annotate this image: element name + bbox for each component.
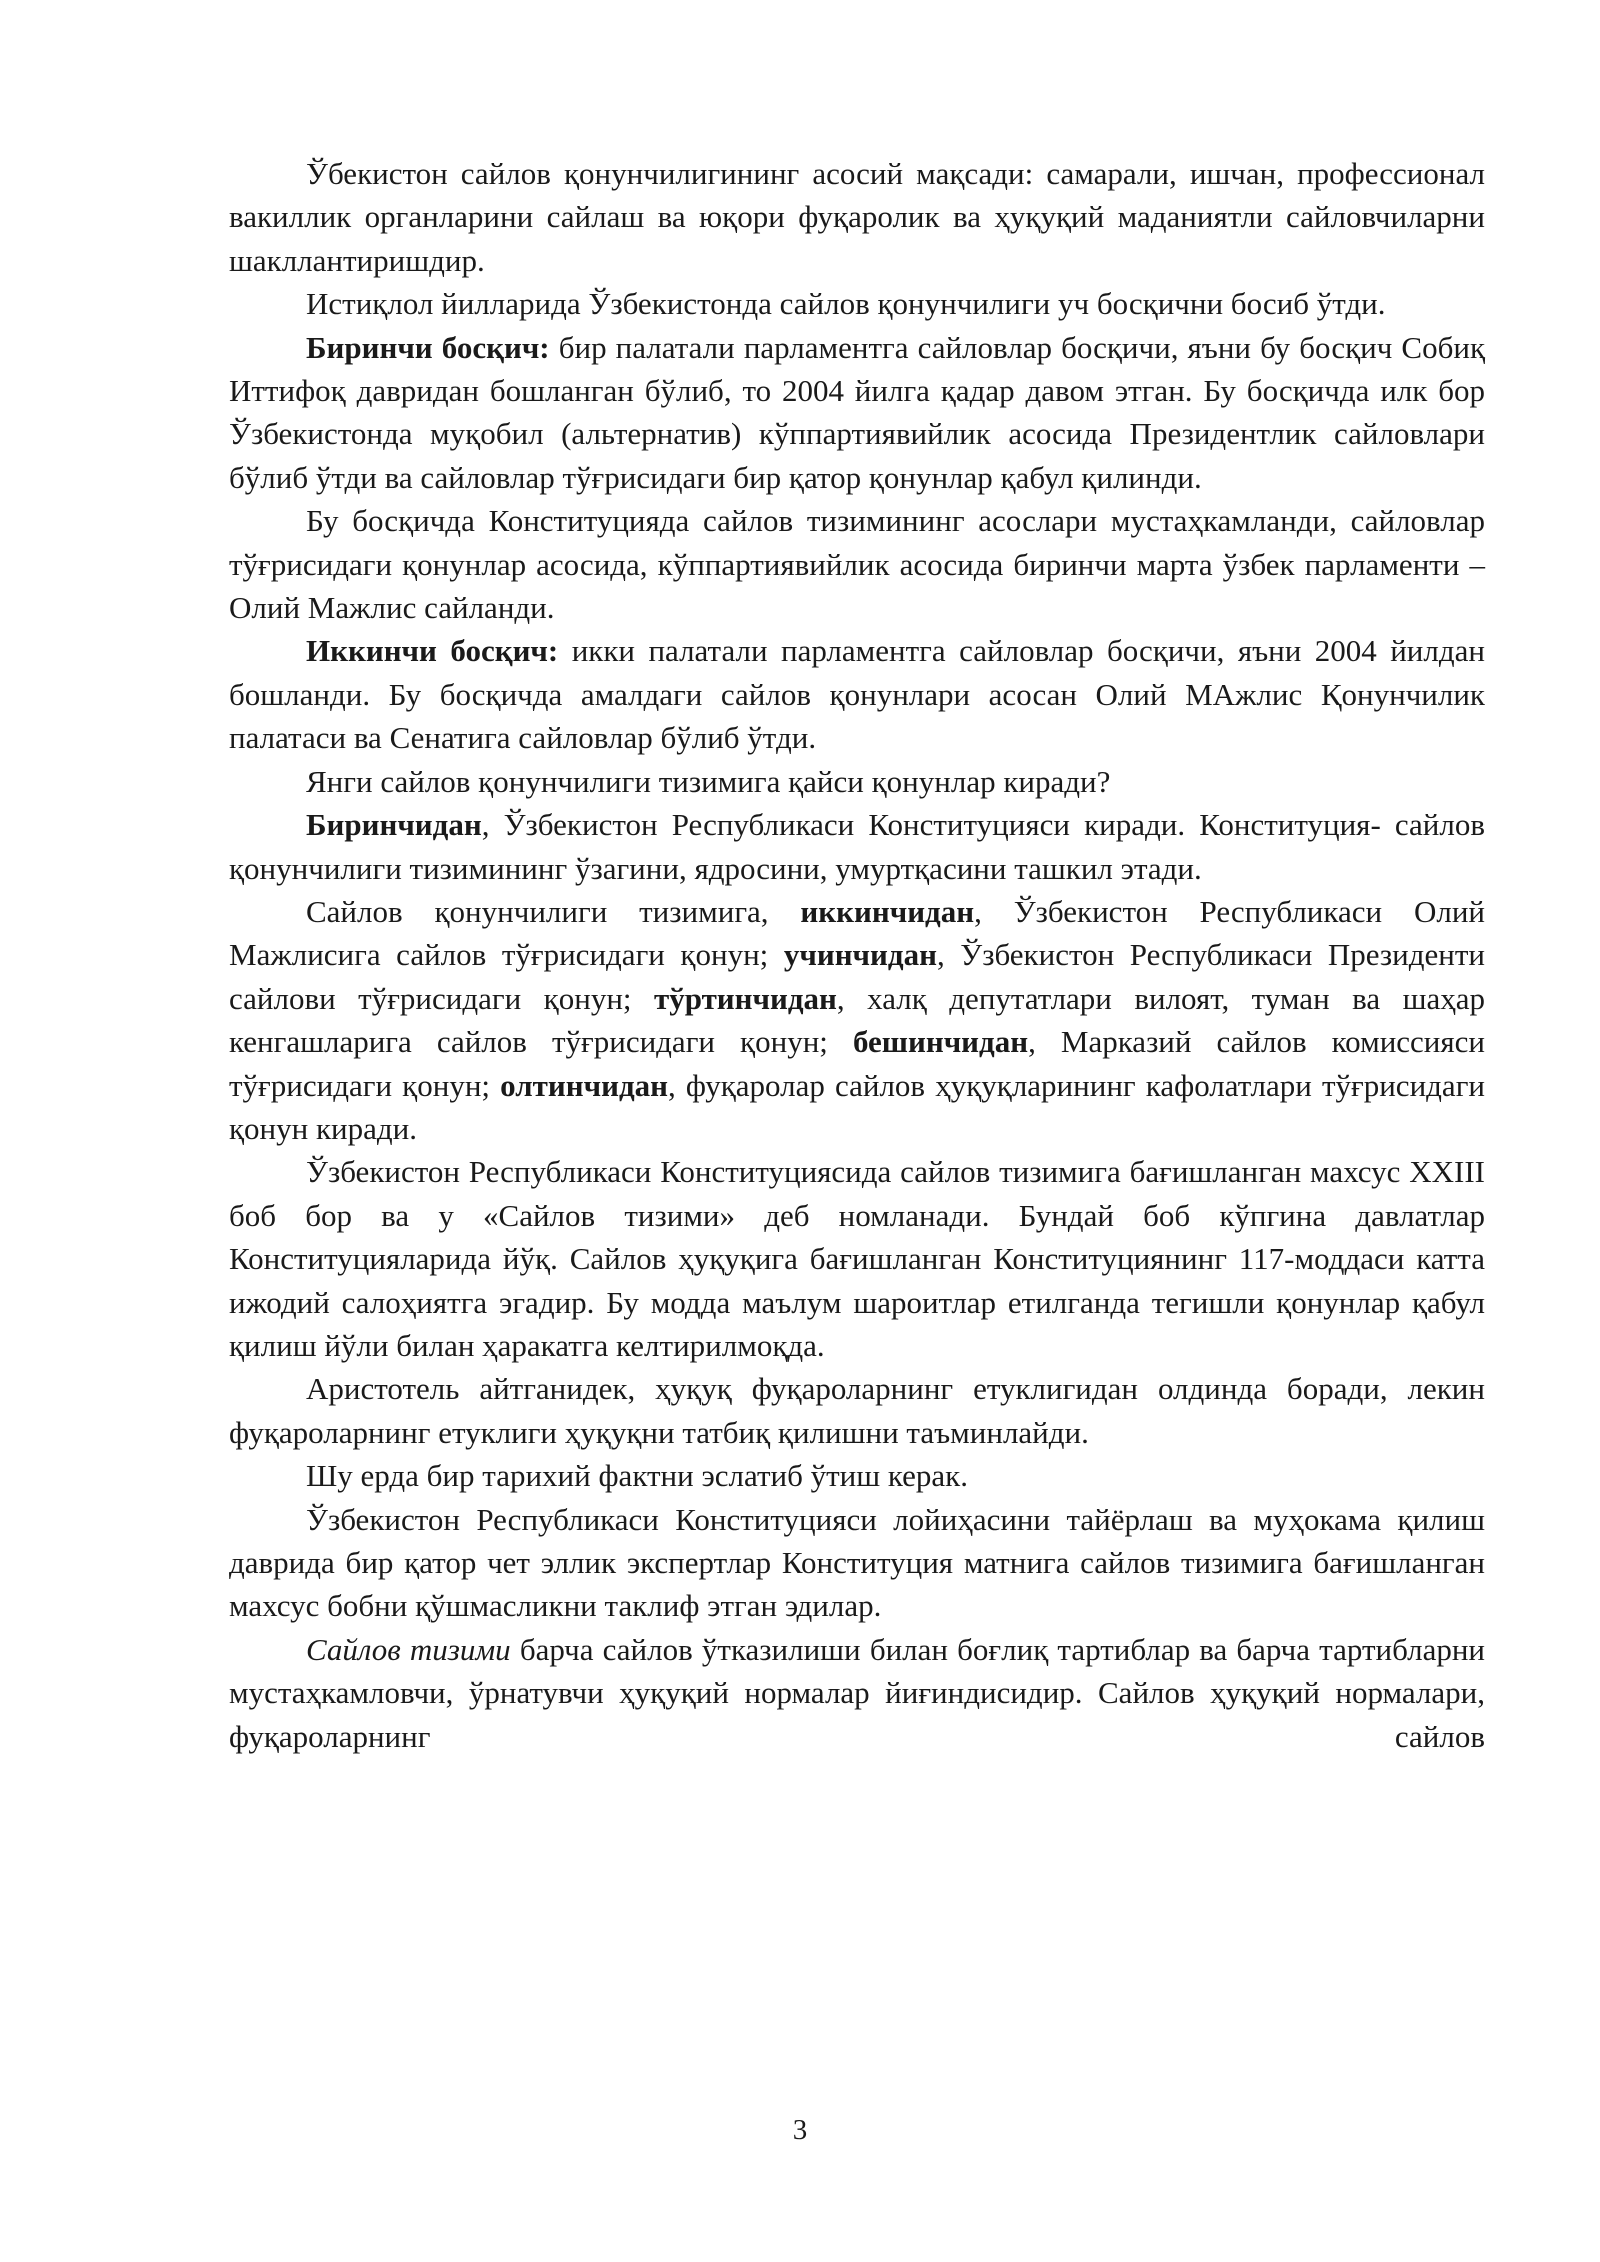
bold-text-run: Биринчи босқич: [306, 329, 550, 365]
text-run: Бу босқичда Конституцияда сайлов тизимининг асослари мустаҳкамланди, сайловлар тўғрисидаги қонунлар асосида, кўппартиявийлик асосида биринчи марта ўзбек парламенти – Олий Мажлис сайланди. [229, 503, 1485, 626]
paragraph-p9 [229, 1150, 1485, 1367]
paragraph-p1 [229, 152, 1485, 282]
paragraph-p10 [229, 1367, 1485, 1454]
paragraph-p6 [229, 760, 1485, 803]
document-body [229, 152, 1485, 1758]
paragraph-p2 [229, 282, 1485, 325]
text-run: Аристотель айтганидек, ҳуқуқ фуқароларнинг етуклигидан олдинда боради, лекин фуқароларнинг етуклиги ҳуқуқни татбиқ қилишни таъминлайди. [229, 1371, 1485, 1450]
text-run: Ўзбекистон Республикаси Конституциясида сайлов тизимига бағишланган махсус XXIII боб бор ва у «Сайлов тизими» деб номланади. Бундай боб кўпгина давлатлар Конституцияларида йўқ. Сайлов ҳуқуқига бағишланган Конституциянинг 117-моддаси катта ижодий салоҳиятга эгадир. Бу модда маълум шароитлар етилганда тегишли қонунлар қабул қилиш йўли билан ҳаракатга келтирилмоқда. [229, 1154, 1485, 1363]
italic-text-run: Сайлов тизими [306, 1631, 511, 1667]
bold-text-run: Иккинчи босқич: [306, 633, 559, 669]
bold-text-run: бешинчидан [852, 1024, 1029, 1060]
paragraph-p12 [229, 1498, 1485, 1628]
text-run: Ўзбекистон Республикаси Конституцияси лойиҳасини тайёрлаш ва муҳокама қилиш даврида бир қатор чет эллик экспертлар Конституция матнига сайлов тизимига бағишланган махсус бобни қўшмасликни таклиф этган эдилар. [229, 1501, 1485, 1624]
bold-text-run: Биринчидан [306, 807, 482, 843]
text-run: барча сайлов ўтказилиши билан боғлиқ тартиблар ва барча тартибларни мустаҳкамловчи, ўрнатувчи ҳуқуқий нормалар йиғиндисидир. Сайлов ҳуқуқий нормалари, фуқароларнинг сайлов [229, 1631, 1486, 1754]
bold-text-run: олтинчидан [500, 1067, 668, 1103]
text-run: , Марказий сайлов комиссияси тўғрисидаги қонун; [229, 1024, 1485, 1103]
paragraph-p3 [229, 326, 1485, 500]
paragraph-p7 [229, 803, 1485, 890]
text-run: Шу ерда бир тарихий фактни эслатиб ўтиш керак. [306, 1458, 968, 1494]
paragraph-p11 [229, 1454, 1485, 1497]
text-run: Ўбекистон сайлов қонунчилигининг асосий мақсади: самарали, ишчан, профессионал вакиллик органларини сайлаш ва юқори фуқаролик ва ҳуқуқий маданиятли сайловчиларни шакллантиришдир. [229, 156, 1485, 278]
paragraph-p13 [229, 1628, 1485, 1758]
text-run: Сайлов қонунчилиги тизимига, [306, 893, 801, 929]
bold-text-run: иккинчидан [800, 893, 975, 929]
text-run: , халқ депутатлари вилоят, туман ва шаҳар кенгашларига сайлов тўғрисидаги қонун; [229, 980, 1485, 1060]
text-run: бир палатали парламентга сайловлар босқичи, яъни бу босқич Собиқ Иттифоқ давридан бошланган бўлиб, то 2004 йилга қадар давом этган. Бу босқичда илк бор Ўзбекистонда муқобил (альтернатив) кўппартиявийлик асосида Президентлик сайловлари бўлиб ўтди ва сайловлар тўғрисидаги бир қатор қонунлар қабул қилинди. [229, 329, 1486, 495]
bold-text-run: тўртинчидан [654, 980, 837, 1016]
text-run: икки палатали парламентга сайловлар босқичи, яъни 2004 йилдан бошланди. Бу босқичда амалдаги сайлов қонунлари асосан Олий МАжлис Қонунчилик палатаси ва Сенатига сайловлар бўлиб ўтди. [229, 633, 1485, 756]
text-run: Янги сайлов қонунчилиги тизимига қайси қонунлар киради? [306, 763, 1111, 799]
text-run: Истиқлол йилларида Ўзбекистонда сайлов қонунчилиги уч босқични босиб ўтди. [306, 286, 1386, 322]
text-run: , Ўзбекистон Республикаси Президенти сайлови тўғрисидаги қонун; [229, 937, 1486, 1016]
text-run: , фуқаролар сайлов ҳуқуқларининг кафолатлари тўғрисидаги қонун киради. [229, 1067, 1485, 1146]
text-run: , Ўзбекистон Республикаси Конституцияси киради. Конституция- сайлов қонунчилиги тизимининг ўзагини, ядросини, умуртқасини ташкил этади. [229, 807, 1485, 886]
page-number: 3 [792, 2114, 808, 2146]
paragraph-p4 [229, 499, 1485, 629]
bold-text-run: учинчидан [783, 937, 937, 973]
paragraph-p8 [229, 890, 1485, 1150]
paragraph-p5 [229, 629, 1485, 759]
text-run: , Ўзбекистон Республикаси Олий Мажлисига сайлов тўғрисидаги қонун; [229, 893, 1485, 973]
